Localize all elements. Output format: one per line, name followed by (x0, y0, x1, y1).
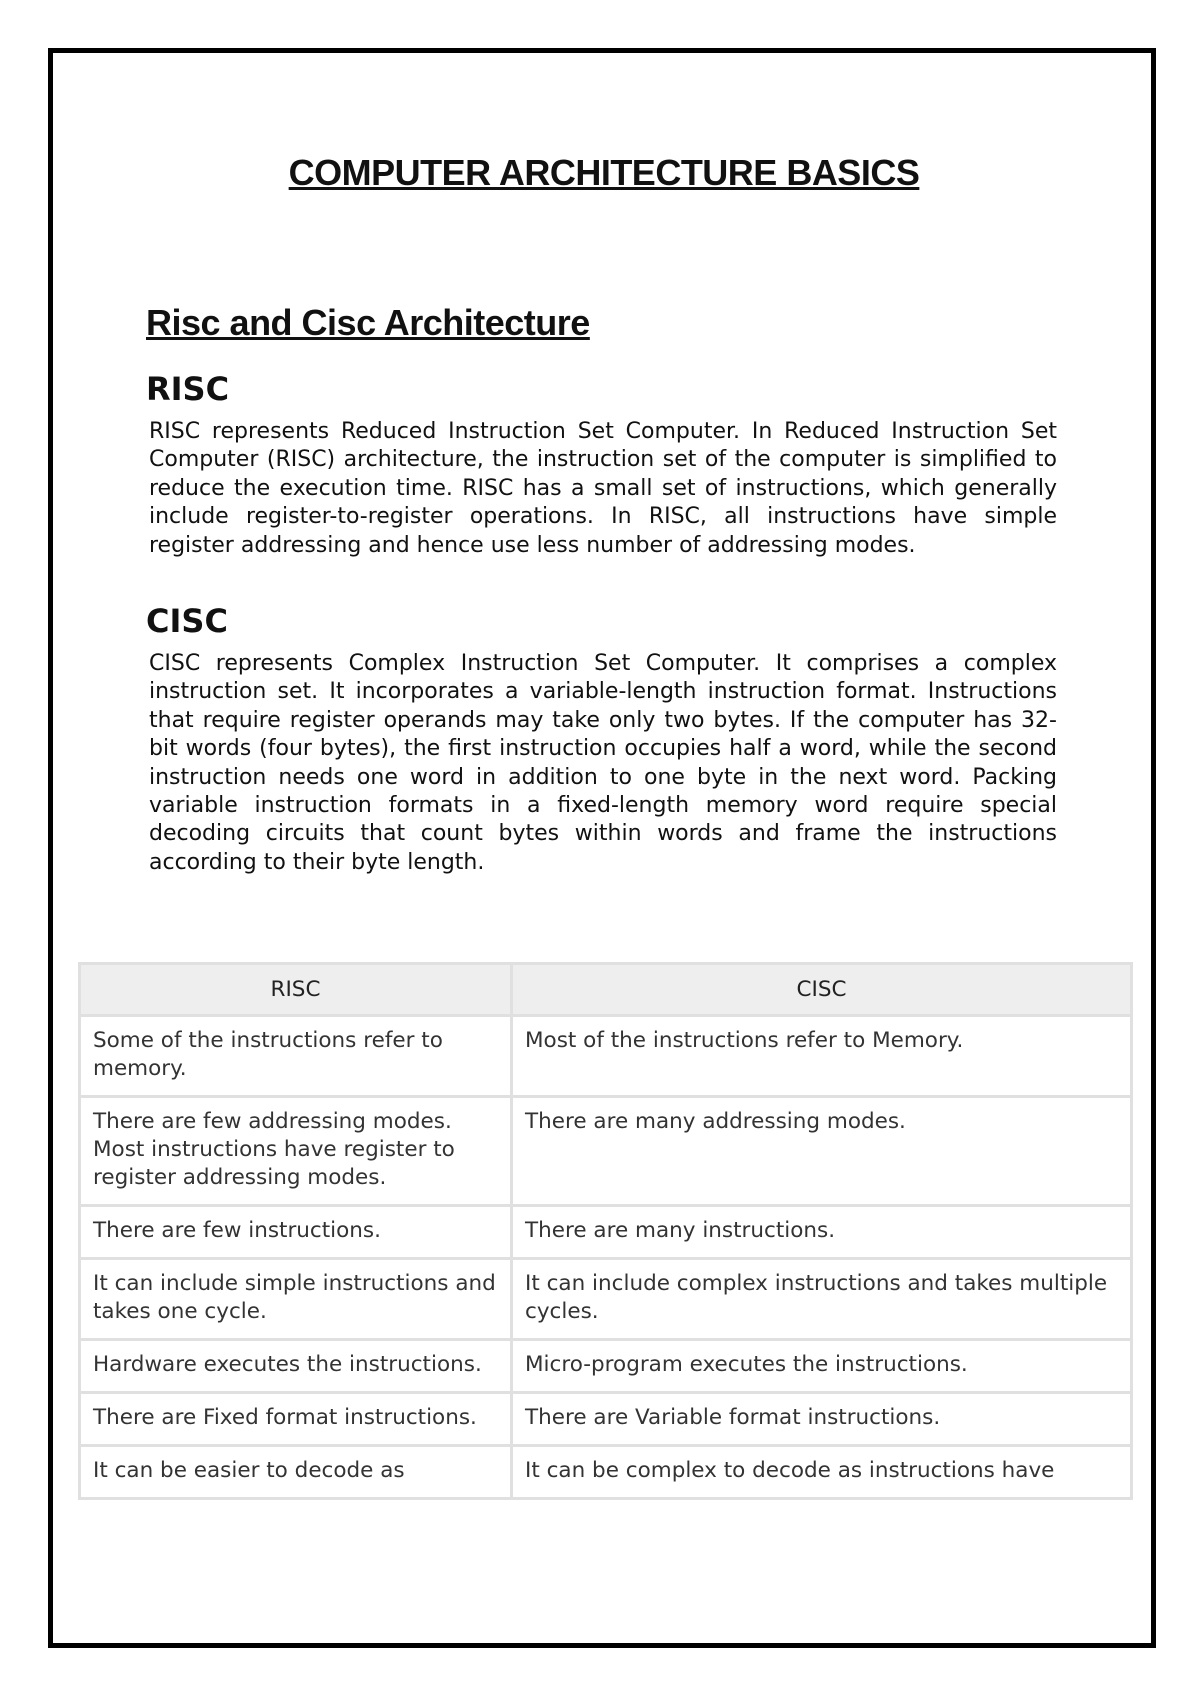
table-header-cisc: CISC (512, 964, 1132, 1016)
table-cell-cisc: There are many instructions. (512, 1206, 1132, 1259)
table-cell-risc: Some of the instructions refer to memory. (80, 1016, 512, 1097)
cisc-heading: CISC (146, 602, 228, 640)
table-cell-risc: It can be easier to decode as (80, 1446, 512, 1499)
risc-paragraph: RISC represents Reduced Instruction Set Computer. In Reduced Instruction Set Computer (RISC) architecture, the instruction set of the computer is simplified to reduce the execution time. RISC has a small set of instructions, which generally include register-to-register operations. In RISC, all instructions have simple register addressing and hence use less number of addressing modes. (149, 419, 1057, 558)
document-title: COMPUTER ARCHITECTURE BASICS (288, 152, 920, 193)
table-cell-cisc: Most of the instructions refer to Memory. (512, 1016, 1132, 1097)
table-row (80, 1259, 1132, 1340)
section-title: Risc and Cisc Architecture (146, 302, 590, 343)
table-row (80, 1097, 1132, 1206)
table-cell-cisc: It can include complex instructions and takes multiple cycles. (512, 1259, 1132, 1340)
table-cell-cisc: It can be complex to decode as instructions have (512, 1446, 1132, 1499)
risc-heading: RISC (146, 370, 230, 408)
table-row (80, 1206, 1132, 1259)
table-row (80, 1016, 1132, 1097)
table-row (80, 1446, 1132, 1499)
table-header-row (80, 964, 1132, 1016)
table-cell-cisc: There are many addressing modes. (512, 1097, 1132, 1206)
comparison-table (78, 962, 1133, 1500)
table-cell-risc: Hardware executes the instructions. (80, 1340, 512, 1393)
table-cell-cisc: Micro-program executes the instructions. (512, 1340, 1132, 1393)
table-header-risc: RISC (80, 964, 512, 1016)
table-cell-risc: There are few addressing modes. Most instructions have register to register addressing modes. (80, 1097, 512, 1206)
table-row (80, 1393, 1132, 1446)
table-cell-cisc: There are Variable format instructions. (512, 1393, 1132, 1446)
table-row (80, 1340, 1132, 1393)
cisc-paragraph: CISC represents Complex Instruction Set Computer. It comprises a complex instruction set. It incorporates a variable-length instruction format. Instructions that require register operands may take only two bytes. If the computer has 32-bit words (four bytes), the first instruction occupies half a word, while the second instruction needs one word in addition to one byte in the next word. Packing variable instruction formats in a fixed-length memory word require special decoding circuits that count bytes within words and frame the instructions according to their byte length. (149, 651, 1057, 875)
table-cell-risc: It can include simple instructions and takes one cycle. (80, 1259, 512, 1340)
table-cell-risc: There are Fixed format instructions. (80, 1393, 512, 1446)
table-cell-risc: There are few instructions. (80, 1206, 512, 1259)
